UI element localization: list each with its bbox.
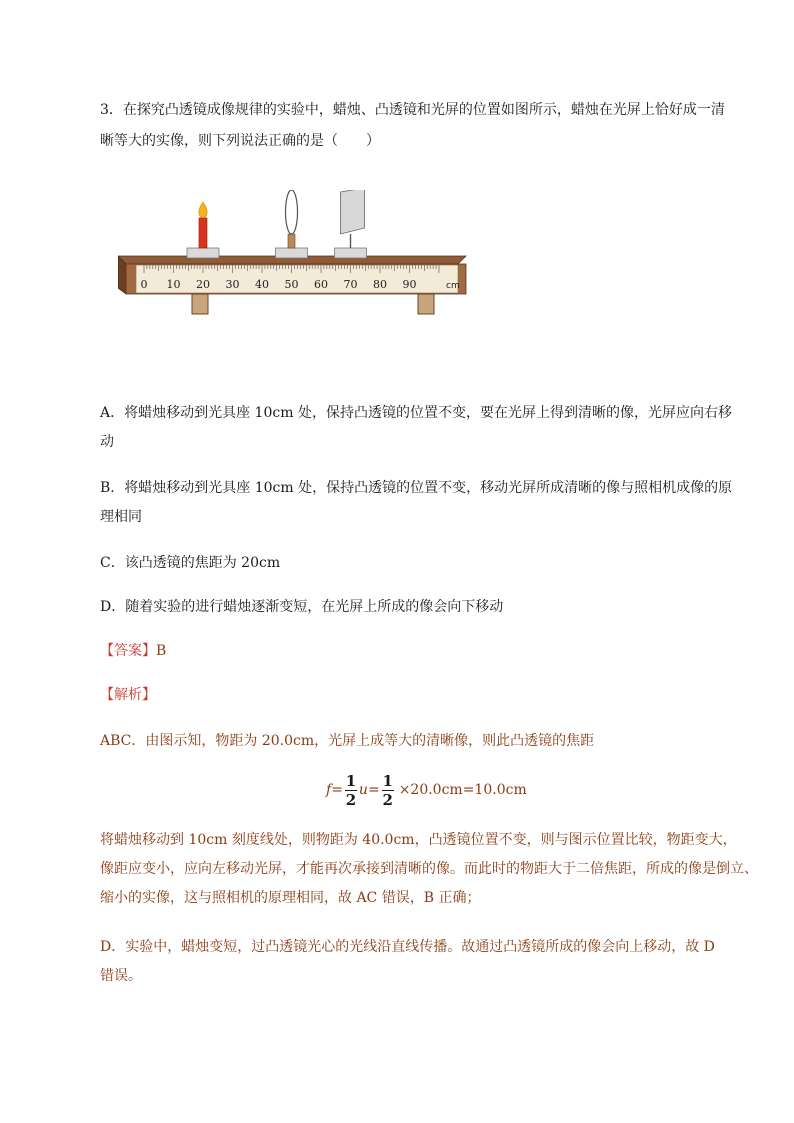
ruler-label: 60 <box>314 278 328 291</box>
option-b-line-1: B．将蜡烛移动到光具座 10cm 处，保持凸透镜的位置不变，移动光屏所成清晰的像与照相机成像的原 <box>100 480 733 496</box>
answer-value: B <box>156 643 167 659</box>
candle-body <box>199 218 207 248</box>
candle <box>187 202 219 258</box>
option-c: C．该凸透镜的焦距为 20cm <box>100 555 281 571</box>
ruler-label: 30 <box>225 278 240 291</box>
analysis-p1-line-3: 缩小的实像，这与照相机的原理相同，故 AC 错误，B 正确； <box>100 890 481 906</box>
ruler-label: 0 <box>140 278 148 291</box>
analysis-p1-line-2: 像距应变小，应向左移动光屏，才能再次承接到清晰的像。而此时的物距大于二倍焦距，所成的像是倒立、 <box>100 861 758 877</box>
ruler-label: 80 <box>373 278 387 291</box>
screen-holder-base <box>335 248 367 258</box>
analysis-d-line-2: 错误。 <box>100 968 142 984</box>
option-b-line-2: 理相同 <box>100 509 142 525</box>
formula-fraction-2 <box>382 772 394 809</box>
answer-row <box>100 641 166 661</box>
analysis-label: 【解析】 <box>100 687 156 703</box>
formula-fraction-1 <box>345 772 357 809</box>
analysis-d-line-1: D．实验中，蜡烛变短，过凸透镜光心的光线沿直线传播。故通过凸透镜所成的像会向上移动，故 D <box>100 939 715 955</box>
formula-f: f <box>326 782 332 798</box>
option-a-line-1: A．将蜡烛移动到光具座 10cm 处，保持凸透镜的位置不变，要在光屏上得到清晰的像，光屏应向右移 <box>100 405 732 421</box>
light-screen <box>335 190 367 258</box>
formula-eq1: = <box>331 782 343 798</box>
formula-tail: ×20.0cm=10.0cm <box>398 782 527 798</box>
ruler-label: 10 <box>166 278 181 291</box>
ruler-label: 40 <box>255 278 269 291</box>
formula-eq2: = <box>367 782 380 798</box>
option-d: D．随着实验的进行蜡烛逐渐变短，在光屏上所成的像会向下移动 <box>100 599 504 615</box>
lens-holder-base <box>276 248 308 258</box>
ruler-label: 50 <box>284 278 299 291</box>
analysis-abc-line: ABC．由图示知，物距为 20.0cm，光屏上成等大的清晰像，则此凸透镜的焦距 <box>100 733 595 749</box>
question-line-2: 晰等大的实像，则下列说法正确的是（ ） <box>100 133 380 149</box>
fraction-2-denominator: 2 <box>382 790 393 809</box>
question-line-1: 3．在探究凸透镜成像规律的实验中，蜡烛、凸透镜和光屏的位置如图所示，蜡烛在光屏上恰好成一清 <box>100 102 725 118</box>
lens-post <box>288 234 295 248</box>
lens-glass <box>286 190 298 234</box>
ruler-label: 70 <box>343 278 358 291</box>
optical-bench-svg <box>118 190 470 320</box>
fraction-2-numerator: 1 <box>382 771 393 790</box>
focal-length-formula <box>326 768 527 812</box>
optical-bench-figure <box>118 190 470 320</box>
fraction-1-numerator: 1 <box>345 771 357 790</box>
candle-flame <box>199 202 207 218</box>
convex-lens <box>276 190 308 258</box>
candle-holder-base <box>187 248 219 258</box>
bench-leg-left <box>192 294 208 314</box>
fraction-1-denominator: 2 <box>345 790 357 809</box>
ruler-label: 90 <box>402 278 417 291</box>
ruler-label: 20 <box>196 278 210 291</box>
answer-label: 【答案】 <box>100 643 156 659</box>
bench-leg-right <box>418 294 434 314</box>
formula-u: u <box>358 782 368 798</box>
analysis-p1-line-1: 将蜡烛移动到 10cm 刻度线处，则物距为 40.0cm，凸透镜位置不变，则与图示位置比较，物距变大， <box>100 832 737 848</box>
screen-panel <box>341 190 365 234</box>
ruler-unit-label: cm <box>446 281 460 291</box>
option-a-line-2: 动 <box>100 434 114 450</box>
